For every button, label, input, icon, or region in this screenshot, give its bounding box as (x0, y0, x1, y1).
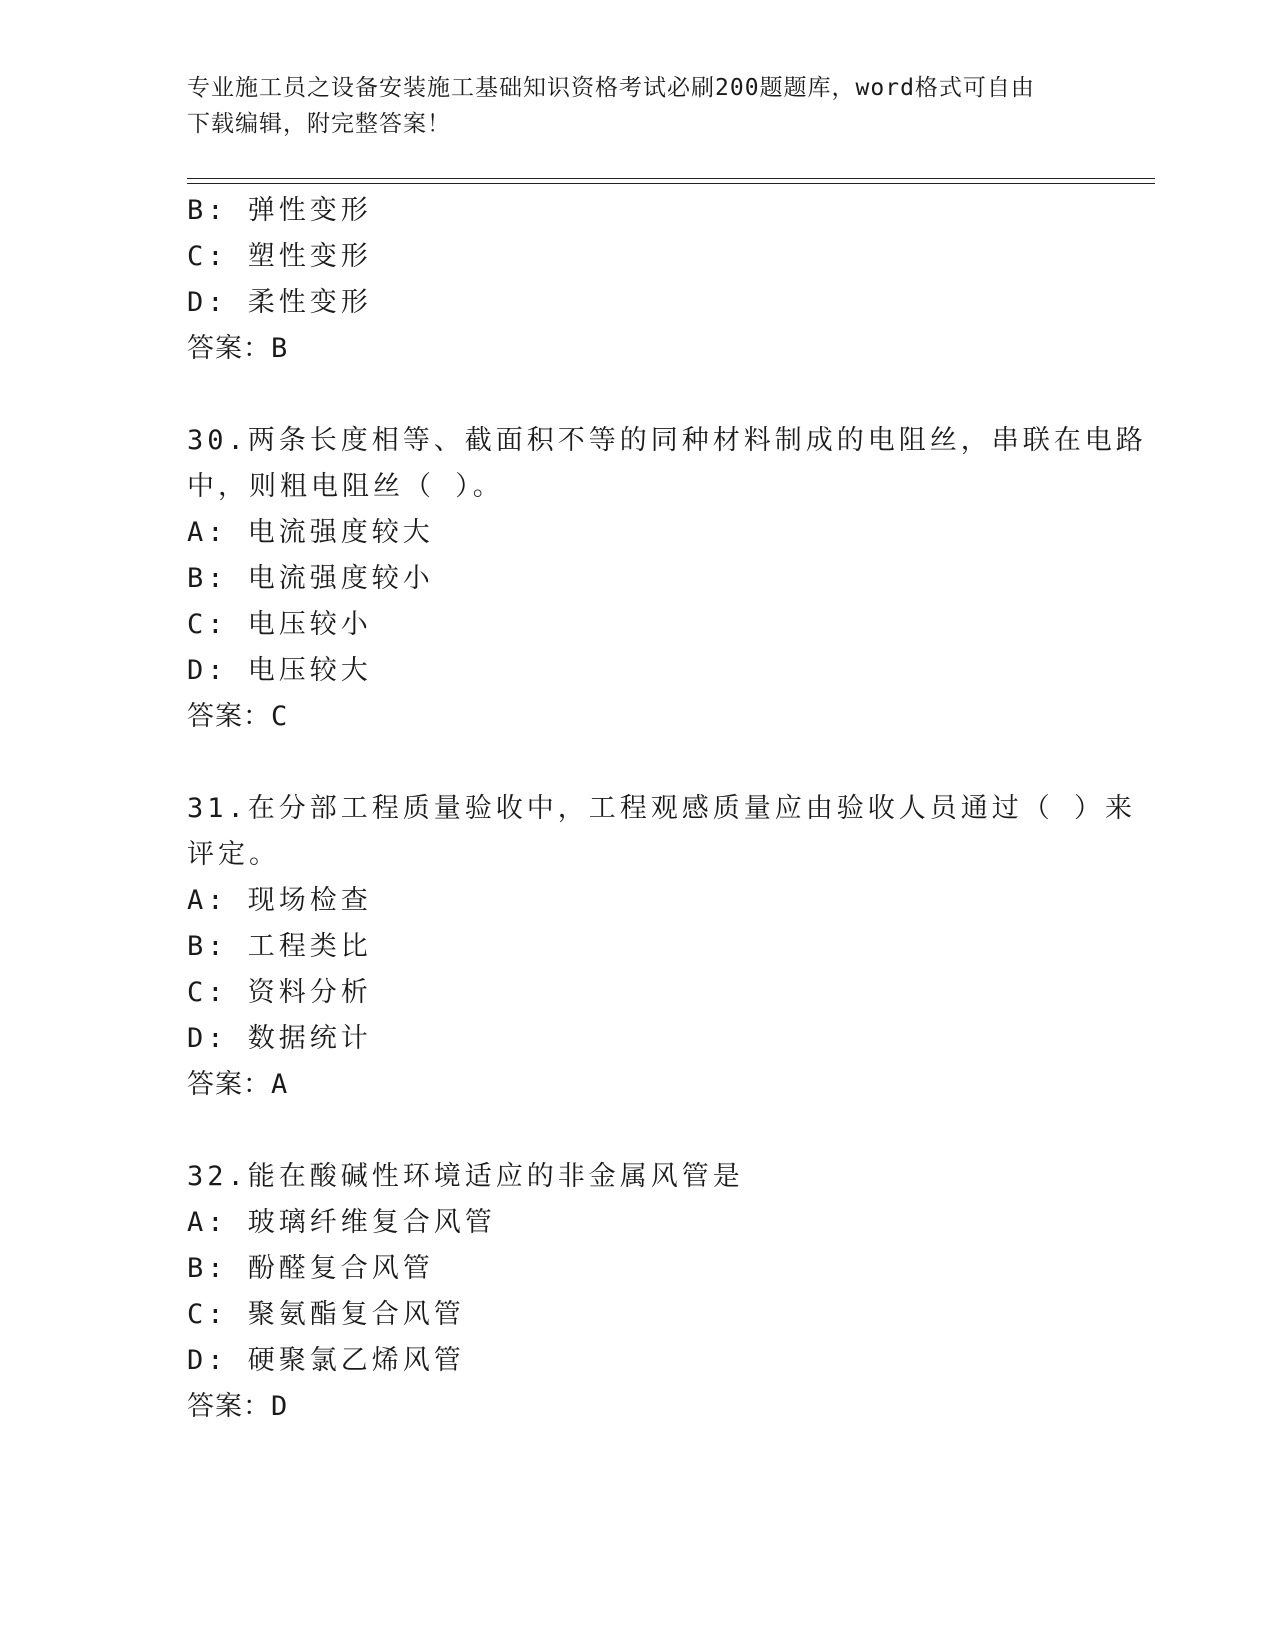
spacer (187, 372, 1087, 418)
option-c: C: 塑性变形 (187, 241, 372, 272)
option-b: B: 工程类比 (187, 931, 372, 962)
spacer (187, 740, 1087, 786)
option-a: A: 现场检查 (187, 885, 372, 916)
question-stem-line-2: 中，则粗电阻丝（ ）。 (187, 471, 504, 502)
option-b: B: 酚醛复合风管 (187, 1253, 434, 1284)
question-stem-line-1: 30.两条长度相等、截面积不等的同种材料制成的电阻丝，串联在电路 (187, 425, 1147, 456)
answer-line: 答案：D (187, 1391, 289, 1422)
question-30 (187, 418, 1147, 740)
option-b: B: 电流强度较小 (187, 563, 434, 594)
header-line-1: 专业施工员之设备安装施工基础知识资格考试必刷200题题库，word格式可自由 (187, 75, 1035, 101)
answer-line: 答案：B (187, 333, 289, 364)
question-stem-line-2: 评定。 (187, 839, 280, 870)
option-c: C: 聚氨酯复合风管 (187, 1299, 465, 1330)
document-header (187, 70, 1067, 142)
question-31 (187, 786, 1137, 1108)
option-a: A: 电流强度较大 (187, 517, 434, 548)
option-c: C: 电压较小 (187, 609, 372, 640)
question-list (187, 188, 1147, 1430)
option-d: D: 电压较大 (187, 655, 372, 686)
option-d: D: 数据统计 (187, 1023, 372, 1054)
answer-line: 答案：C (187, 701, 289, 732)
option-a: A: 玻璃纤维复合风管 (187, 1207, 496, 1238)
answer-line: 答案：A (187, 1069, 289, 1100)
header-line-2: 下载编辑，附完整答案！ (187, 111, 451, 137)
header-divider-thin (187, 183, 1155, 184)
question-32 (187, 1154, 1087, 1430)
spacer (187, 1108, 1087, 1154)
option-c: C: 资料分析 (187, 977, 372, 1008)
question-stem-line-1: 32.能在酸碱性环境适应的非金属风管是 (187, 1161, 744, 1192)
option-d: D: 硬聚氯乙烯风管 (187, 1345, 465, 1376)
option-d: D: 柔性变形 (187, 287, 372, 318)
question-stem-line-1: 31.在分部工程质量验收中，工程观感质量应由验收人员通过（ ）来 (187, 793, 1137, 824)
option-b: B: 弹性变形 (187, 195, 372, 226)
question-29-continued (187, 188, 1087, 372)
header-divider-thick (187, 178, 1155, 179)
